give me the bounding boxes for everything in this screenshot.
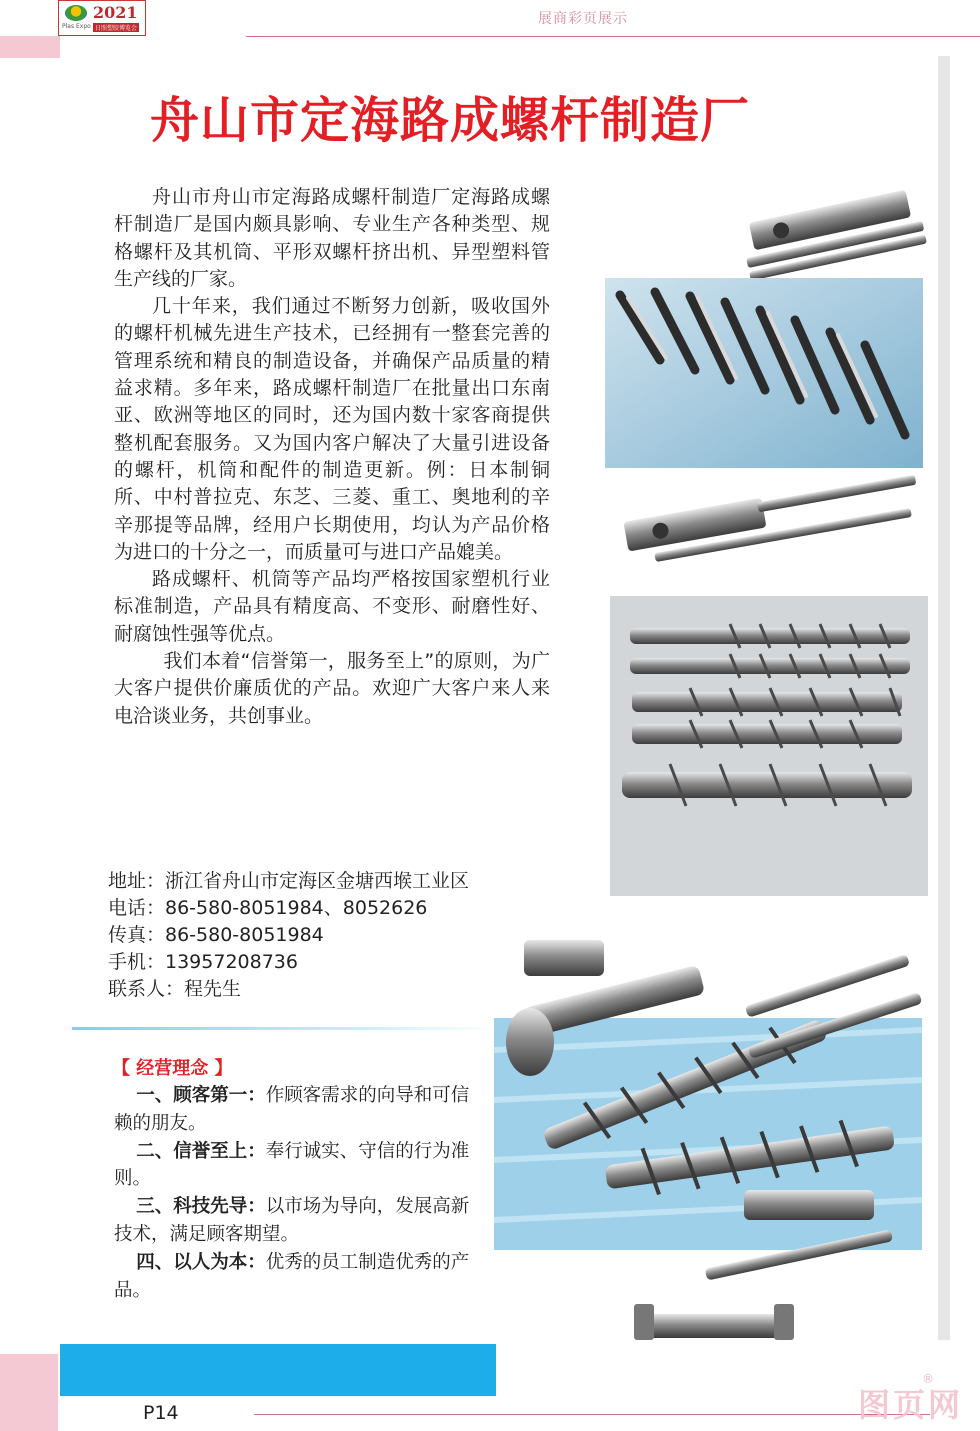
philosophy-item-text: 优秀的员工制造优秀的产品。 [114,1251,470,1301]
contact-mobile: 手机：13957208736 [108,951,298,973]
page-number: P14 [143,1402,179,1424]
intro-paragraph-3: 路成螺杆、机筒等产品均严格按国家塑机行业标准制造，产品具有精度高、不变形、耐磨性好、耐腐蚀性强等优点。 [114,568,550,645]
philosophy-item-text: 奉行诚实、守信的行为准则。 [114,1140,470,1190]
contact-phone: 电话：86-580-8051984、8052626 [108,897,428,919]
footer-divider [254,1414,930,1415]
philosophy-item [114,1249,470,1305]
contact-fax: 传真：86-580-8051984 [108,924,324,946]
watermark-logo: 图页网 [858,1386,964,1424]
philosophy-item [114,1138,470,1194]
header-divider [246,36,980,37]
philosophy-item [114,1082,470,1138]
section-title: 展商彩页展示 [538,11,628,27]
contact-address: 地址：浙江省舟山市定海区金塘西堠工业区 [108,870,470,892]
right-side-bar [938,56,950,1340]
philosophy-list [114,1082,470,1304]
philosophy-item-text: 作顾客需求的向导和可信赖的朋友。 [114,1085,470,1134]
philosophy-item [114,1193,470,1249]
screw-product-photo-2 [610,596,928,896]
header-pink-band [0,36,60,58]
logo-subtitle: Plas Expo [62,23,91,30]
philosophy-item-head: 二、信誉至上： [136,1140,266,1162]
registered-mark: ® [922,1372,934,1386]
intro-paragraph-1: 舟山市舟山市定海路成螺杆制造厂定海路成螺杆制造厂是国内颇具影响、专业生产各种类型、规格螺杆及其机筒、平形双螺杆挤出机、异型塑料管生产线的厂家。 [114,186,550,290]
page-title: 舟山市定海路成螺杆制造厂 [150,92,751,149]
logo-tagline: 日照塑胶博览会 [95,25,138,32]
contact-person: 联系人：程先生 [108,978,242,1000]
logo-emblem-icon [65,5,87,21]
footer-pink-band [0,1354,58,1431]
logo-year: 2021 [93,3,138,22]
philosophy-title: 【 经营理念 】 [112,1058,233,1079]
footer-blue-band [60,1344,496,1396]
intro-paragraph-4: 我们本着“信誉第一，服务至上”的原则，为广大客户提供价廉质优的产品。欢迎广大客户来人来电洽谈业务，共创事业。 [114,650,550,727]
philosophy-item-head: 一、顾客第一： [136,1085,266,1106]
section-divider [72,1027,496,1030]
philosophy-item-head: 四、以人为本： [136,1251,266,1273]
expo-logo [58,0,146,36]
screw-product-photo-3 [494,930,924,1340]
company-intro [114,184,550,730]
philosophy-item-text: 以市场为导向，发展高新技术，满足顾客期望。 [114,1196,470,1245]
philosophy-item-head: 三、科技先导： [136,1196,266,1218]
screw-product-photo-1 [600,180,930,580]
contact-info [108,868,469,1003]
intro-paragraph-2: 几十年来，我们通过不断努力创新，吸收国外的螺杆机械先进生产技术，已经拥有一整套完善的管理系统和精良的制造设备，并确保产品质量的精益求精。多年来，路成螺杆制造厂在批量出口东南亚、欧洲等地区的同时，还为国内数十家客商提供整机配套服务。又为国内客户解决了大量引进设备的螺杆，机筒和配件的制造更新。例：日本制铜所、中村普拉克、东芝、三菱、重工、奥地利的辛辛那提等品牌，经用户长期使用，均认为产品价格为进口的十分之一，而质量可与进口产品媲美。 [114,295,550,563]
